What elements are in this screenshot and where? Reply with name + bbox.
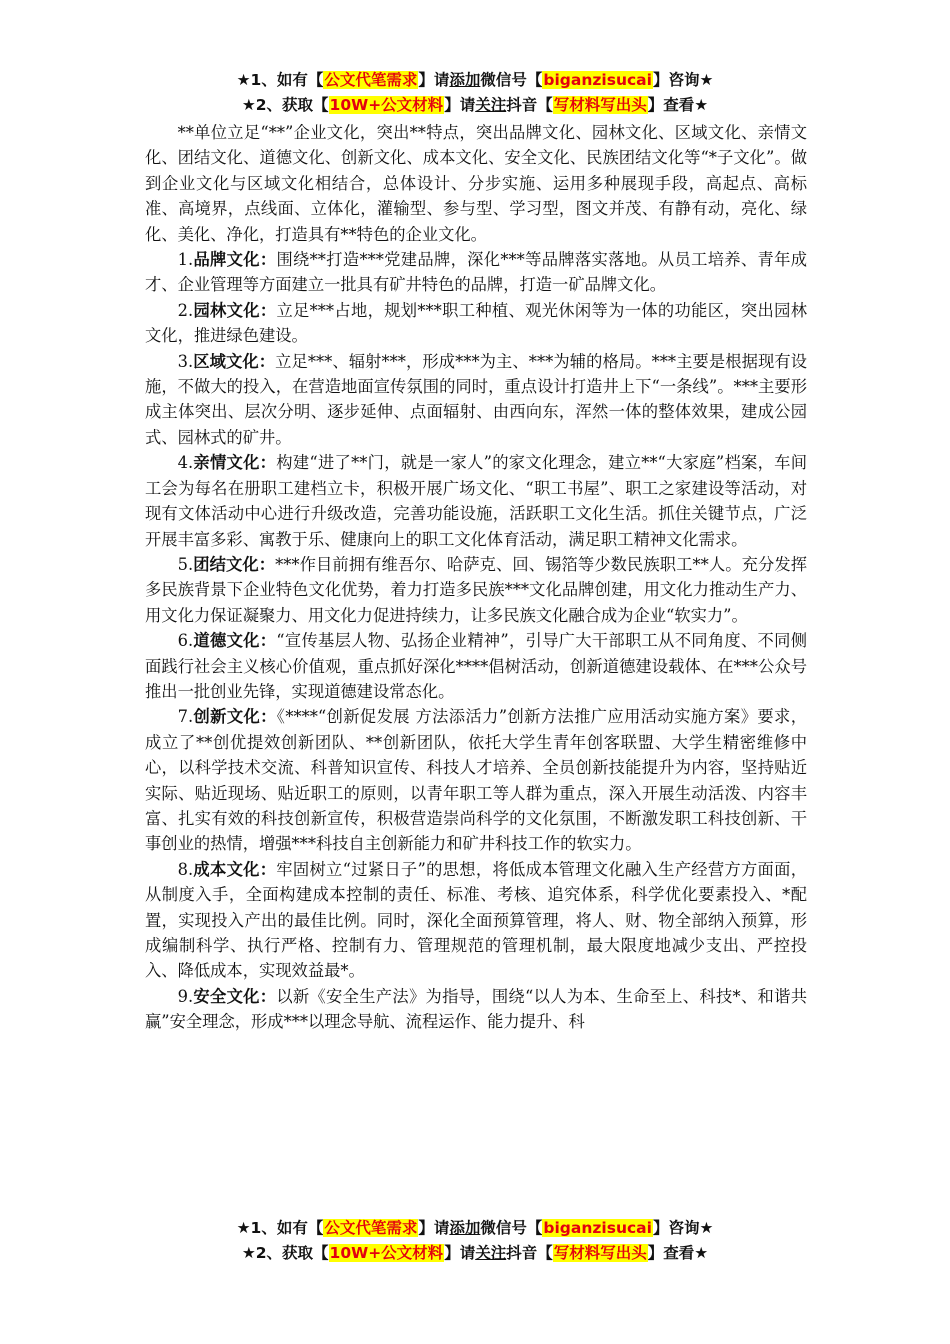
- section-text: ***作目前拥有维吾尔、哈萨克、回、锡箔等少数民族职工**人。充分发挥多民族背景下企业特色文化优势，着力打造多民族***文化品牌创建，用文化力推动生产力、用文化力保证凝聚力、用文化力促进持续力，让多民族文化融合成为企业“软实力”。: [145, 554, 807, 625]
- section-text: 《****“创新促发展 方法添活力”创新方法推广应用活动实施方案》要求，成立了**创优提效创新团队、**创新团队，依托大学生青年创客联盟、大学生精密维修中心，以科学技术交流、科普知识宣传、科技人才培养、全员创新技能提升为内容，坚持贴近实际、贴近现场、贴近职工的原则，以青年职工等人群为重点，深入开展生动活泼、内容丰富、扎实有效的科技创新宣传，积极营造崇尚科学的文化氛围，不断激发职工科技创新、干事创业的热情，增强***科技自主创新能力和矿井科技工作的软实力。: [145, 707, 807, 854]
- banner-text: 抖音【: [506, 1244, 553, 1262]
- section-brand: [145, 247, 807, 298]
- banner-underlined: 关注: [475, 96, 507, 114]
- banner-text: 】请: [444, 1244, 476, 1262]
- banner-underlined: 关注: [475, 1244, 507, 1262]
- section-number: 7.: [177, 707, 194, 727]
- section-text: 以新《安全生产法》为指导，围绕“以人为本、生命至上、科技*、和谐共赢”安全理念，形成***以理念导航、流程运作、能力提升、科: [145, 986, 807, 1032]
- section-term: 区域文化：: [193, 351, 276, 371]
- section-number: 3.: [177, 351, 194, 371]
- banner-text: 微信号【: [480, 1219, 543, 1237]
- banner-highlight: 写材料写出头: [553, 96, 647, 114]
- section-text: 牢固树立“过紧日子”的思想，将低成本管理文化融入生产经营方方面面，从制度入手，全面构建成本控制的责任、标准、考核、追究体系，科学优化要素投入、*配置，实现投入产出的最佳比例。同时，深化全面预算管理，将人、财、物全部纳入预算，形成编制科学、执行严格、控制有力、管理规范的管理机制，最大限度地减少支出、严控投入、降低成本，实现效益最*。: [145, 859, 807, 981]
- banner-line-1: [0, 68, 950, 93]
- section-text: 构建“进了**门，就是一家人”的家文化理念，建立**“大家庭”档案，车间工会为每名在册职工建档立卡，积极开展广场文化、“职工书屋”、职工之家建设等活动，对现有文体活动中心进行升级改造，完善功能设施，活跃职工文化生活。抓住关键节点，广泛开展丰富多彩、寓教于乐、健康向上的职工文化体育活动，满足职工精神文化需求。: [145, 453, 807, 549]
- banner-underlined: 添加: [449, 1219, 481, 1237]
- banner-highlight: 公文代笔需求: [324, 1219, 418, 1237]
- banner-text: ★2、获取【: [241, 1244, 329, 1262]
- section-term: 园林文化：: [193, 300, 277, 320]
- section-number: 6.: [177, 631, 194, 651]
- section-term: 品牌文化：: [193, 250, 277, 270]
- section-text: “宣传基层人物、弘扬企业精神”，引导广大干部职工从不同角度、不同侧面践行社会主义核心价值观，重点抓好深化****倡树活动，创新道德建设载体、在***公众号推出一批创业先锋，实现道德建设常态化。: [145, 631, 807, 701]
- banner-line-2: [0, 1241, 950, 1266]
- banner-text: 】请: [418, 1219, 450, 1237]
- banner-text: 】查看★: [647, 1244, 709, 1262]
- section-term: 安全文化：: [193, 986, 277, 1006]
- section-text: 围绕**打造***党建品牌，深化***等品牌落实落地。从员工培养、青年成才、企业管理等方面建立一批具有矿井特色的品牌，打造一矿品牌文化。: [145, 250, 807, 295]
- banner-highlight: 公文代笔需求: [324, 71, 418, 89]
- section-garden: [145, 298, 807, 349]
- banner-text: 抖音【: [506, 96, 553, 114]
- section-number: 1.: [177, 250, 194, 270]
- section-cost: [145, 857, 807, 984]
- banner-highlight: biganzisucai: [543, 1219, 652, 1237]
- banner-text: 】咨询★: [652, 71, 714, 89]
- section-unity: [145, 552, 807, 628]
- section-region: [145, 349, 807, 451]
- section-number: 9.: [177, 986, 194, 1006]
- section-number: 8.: [177, 859, 194, 879]
- banner-text: 】请: [418, 71, 450, 89]
- section-number: 5.: [177, 554, 194, 574]
- section-term: 亲情文化：: [193, 453, 277, 473]
- intro-paragraph: **单位立足“**”企业文化，突出**特点，突出品牌文化、园林文化、区域文化、亲情文化、团结文化、道德文化、创新文化、成本文化、安全文化、民族团结文化等“*子文化”。做到企业文化与区域文化相结合，总体设计、分步实施、运用多种展现手段，高起点、高标准、高境界，点线面、立体化，灌输型、参与型、学习型，图文并茂、有静有动，亮化、绿化、美化、净化，打造具有**特色的企业文化。: [145, 123, 807, 244]
- banner-line-1: [0, 1216, 950, 1241]
- section-term: 道德文化：: [193, 631, 277, 651]
- banner-highlight: 10W+公文材料: [329, 96, 444, 114]
- footer-banner: [0, 1216, 950, 1266]
- banner-line-2: [0, 93, 950, 118]
- section-term: 创新文化：: [193, 707, 277, 727]
- section-text: 立足***、辐射***，形成***为主、***为辅的格局。***主要是根据现有设施，不做大的投入，在营造地面宣传氛围的同时，重点设计打造井上下“一条线”。***主要形成主体突出、层次分明、逐步延伸、点面辐射、由西向东，浑然一体的整体效果，建成公园式、园林式的矿井。: [145, 351, 807, 447]
- banner-text: 】咨询★: [652, 1219, 714, 1237]
- banner-text: 】请: [444, 96, 476, 114]
- banner-highlight: biganzisucai: [543, 71, 652, 89]
- banner-text: ★1、如有【: [236, 1219, 324, 1237]
- document-body: [145, 120, 807, 1035]
- section-safety: [145, 984, 807, 1035]
- section-term: 成本文化：: [193, 859, 277, 879]
- section-morality: [145, 628, 807, 704]
- section-number: 4.: [177, 453, 194, 473]
- section-term: 团结文化：: [193, 554, 276, 574]
- banner-underlined: 添加: [449, 71, 481, 89]
- section-text: 立足***占地，规划***职工种植、观光休闲等为一体的功能区，突出园林文化，推进绿色建设。: [145, 300, 807, 346]
- banner-text: ★2、获取【: [241, 96, 329, 114]
- banner-text: ★1、如有【: [236, 71, 324, 89]
- section-innovation: [145, 704, 807, 856]
- banner-highlight: 10W+公文材料: [329, 1244, 444, 1262]
- section-number: 2.: [177, 300, 194, 320]
- header-banner: [0, 68, 950, 118]
- banner-highlight: 写材料写出头: [553, 1244, 647, 1262]
- section-family: [145, 450, 807, 552]
- banner-text: 微信号【: [480, 71, 543, 89]
- banner-text: 】查看★: [647, 96, 709, 114]
